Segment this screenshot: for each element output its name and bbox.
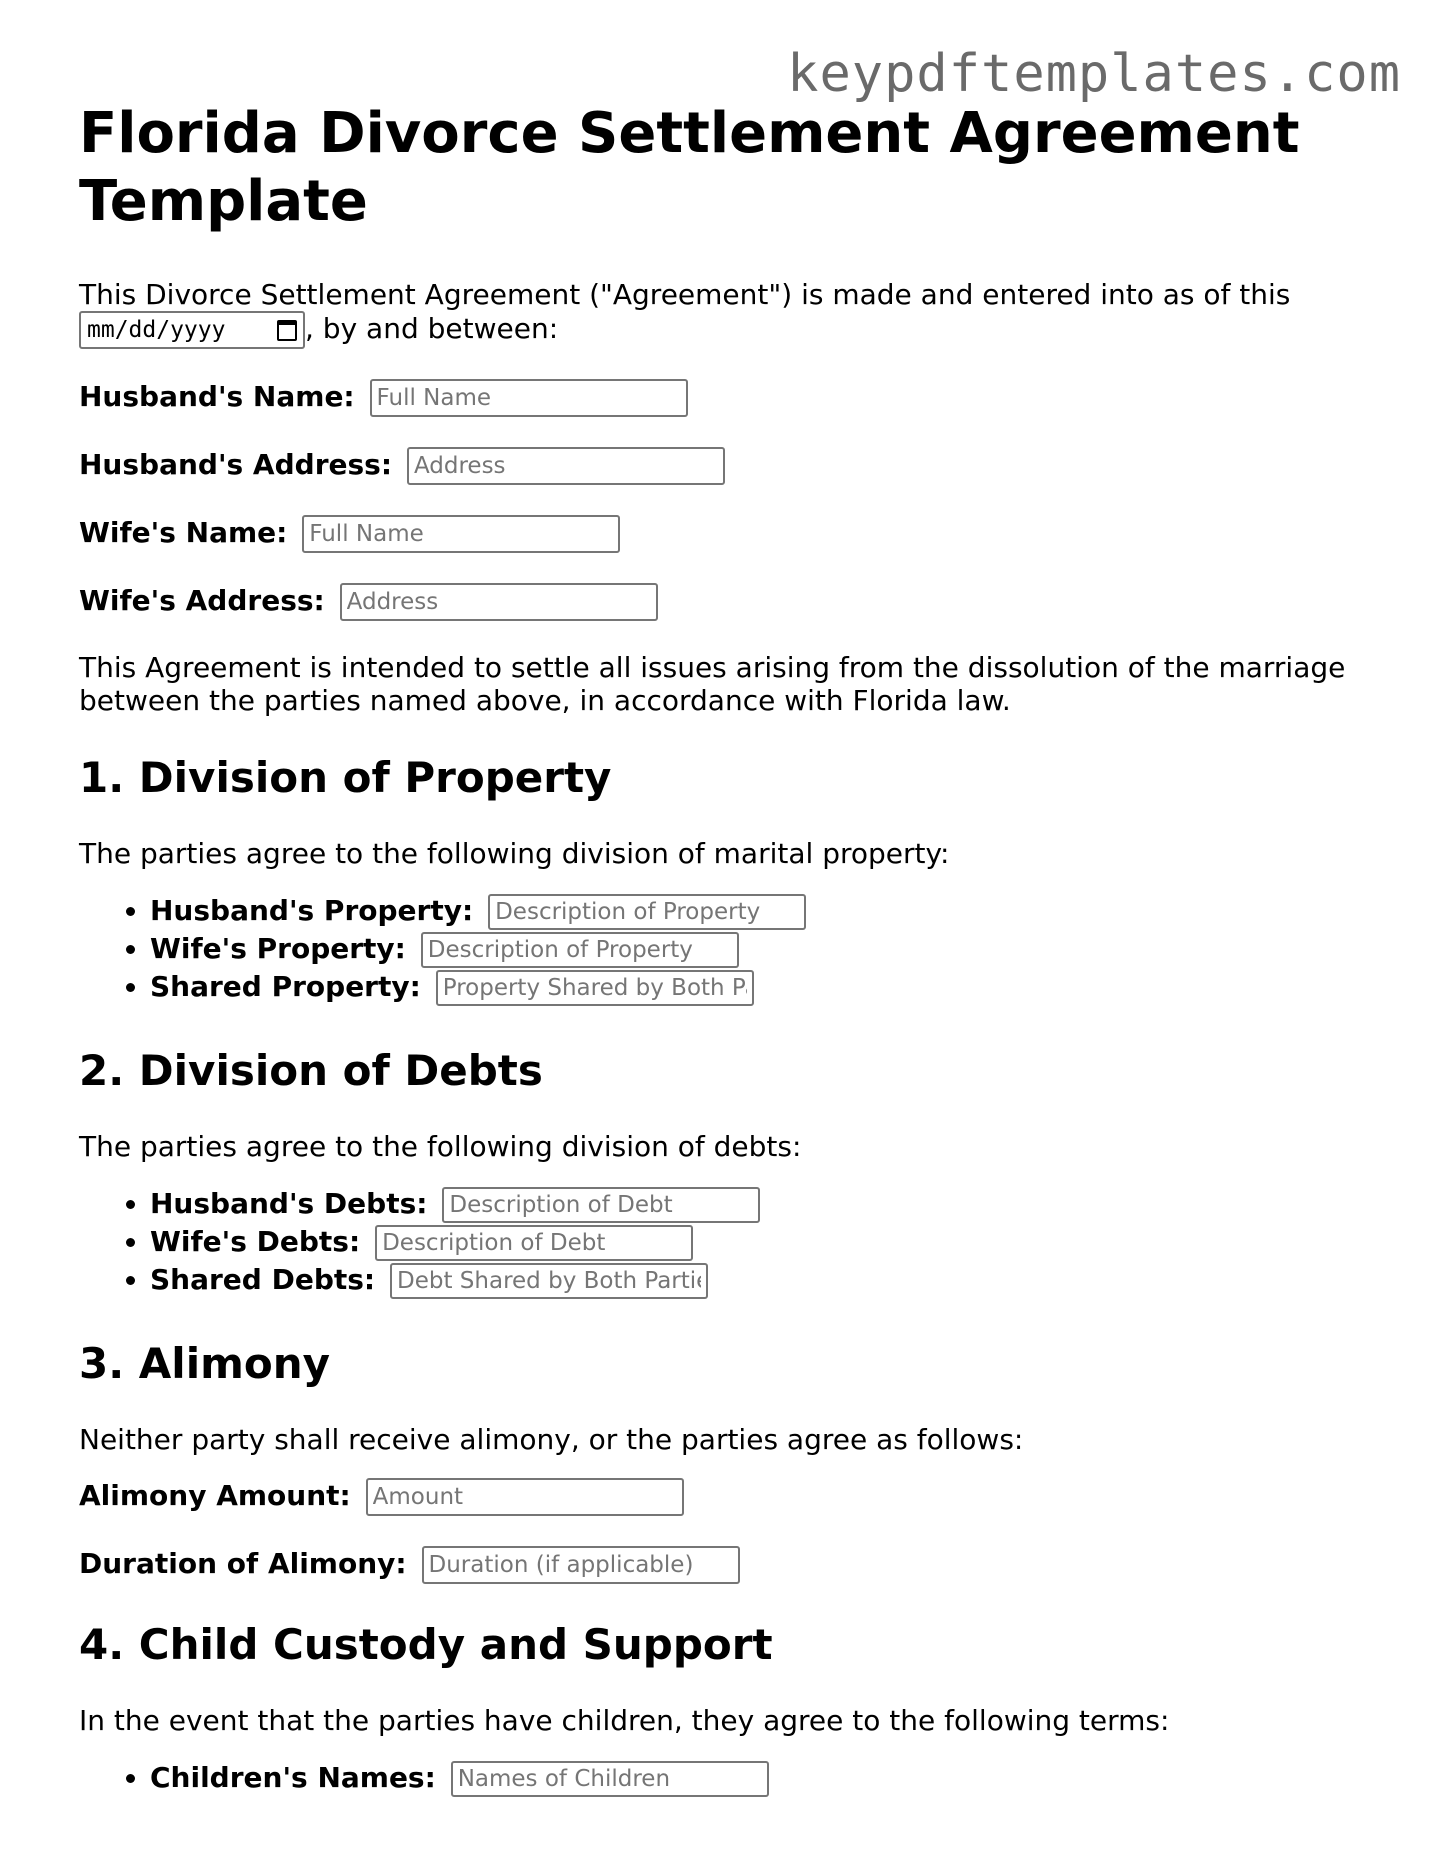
children-names-label: Children's Names: xyxy=(150,1761,436,1794)
wife-property-label: Wife's Property: xyxy=(150,932,406,965)
wife-name-row xyxy=(79,515,1379,553)
calendar-icon[interactable] xyxy=(277,320,297,341)
list-item xyxy=(150,968,1379,1006)
section-3-text: Neither party shall receive alimony, or the parties agree as follows: xyxy=(79,1423,1024,1456)
section-3-heading: 3. Alimony xyxy=(79,1339,330,1388)
husband-debts-label: Husband's Debts: xyxy=(150,1187,428,1220)
wife-name-label: Wife's Name: xyxy=(79,516,288,549)
date-placeholder: mm/dd/yyyy xyxy=(87,317,226,343)
shared-debts-input[interactable] xyxy=(390,1263,708,1299)
children-names-input[interactable] xyxy=(451,1761,769,1797)
alimony-amount-input[interactable] xyxy=(366,1478,684,1516)
alimony-duration-row xyxy=(79,1546,1379,1584)
agreement-date-input[interactable] xyxy=(79,311,305,349)
section-1-text: The parties agree to the following division of marital property: xyxy=(79,837,950,870)
shared-debts-label: Shared Debts: xyxy=(150,1263,376,1296)
alimony-amount-row xyxy=(79,1478,1379,1516)
section-4-text: In the event that the parties have children, they agree to the following terms: xyxy=(79,1704,1170,1737)
wife-address-row xyxy=(79,583,1379,621)
wife-name-input[interactable] xyxy=(302,515,620,553)
intro-text: This Divorce Settlement Agreement ("Agreement") is made and entered into as of this xyxy=(79,278,1291,311)
section-4-heading: 4. Child Custody and Support xyxy=(79,1620,773,1669)
husband-debts-input[interactable] xyxy=(442,1187,760,1223)
wife-debts-label: Wife's Debts: xyxy=(150,1225,361,1258)
wife-address-input[interactable] xyxy=(340,583,658,621)
wife-debts-input[interactable] xyxy=(375,1225,693,1261)
shared-property-label: Shared Property: xyxy=(150,970,421,1003)
section-2-heading: 2. Division of Debts xyxy=(79,1046,543,1095)
watermark: keypdftemplates.com xyxy=(787,44,1401,104)
husband-address-label: Husband's Address: xyxy=(79,448,393,481)
document-page xyxy=(79,100,1379,1837)
husband-name-label: Husband's Name: xyxy=(79,380,355,413)
husband-address-row xyxy=(79,447,1379,485)
wife-address-label: Wife's Address: xyxy=(79,584,325,617)
list-item xyxy=(150,1223,1379,1261)
property-list xyxy=(79,892,1379,1006)
list-item xyxy=(150,1261,1379,1299)
alimony-duration-label: Duration of Alimony: xyxy=(79,1547,407,1580)
list-item xyxy=(150,892,1379,930)
alimony-amount-label: Alimony Amount: xyxy=(79,1479,351,1512)
alimony-duration-input[interactable] xyxy=(422,1546,740,1584)
list-item xyxy=(150,930,1379,968)
husband-property-label: Husband's Property: xyxy=(150,894,474,927)
list-item xyxy=(150,1759,1379,1797)
shared-property-input[interactable] xyxy=(436,970,754,1006)
purpose-paragraph: This Agreement is intended to settle all issues arising from the dissolution of the marriage between the parties named above, in accordance with Florida law. xyxy=(79,651,1346,717)
husband-name-row xyxy=(79,379,1379,417)
intro-text-end: , by and between: xyxy=(305,312,559,345)
intro-paragraph xyxy=(79,278,1379,349)
section-1-heading: 1. Division of Property xyxy=(79,753,612,802)
wife-property-input[interactable] xyxy=(421,932,739,968)
husband-address-input[interactable] xyxy=(407,447,725,485)
husband-name-input[interactable] xyxy=(370,379,688,417)
list-item xyxy=(150,1185,1379,1223)
section-2-text: The parties agree to the following division of debts: xyxy=(79,1130,802,1163)
debts-list xyxy=(79,1185,1379,1299)
husband-property-input[interactable] xyxy=(488,894,806,930)
children-list xyxy=(79,1759,1379,1797)
document-title: Florida Divorce Settlement Agreement Template xyxy=(79,101,1300,234)
